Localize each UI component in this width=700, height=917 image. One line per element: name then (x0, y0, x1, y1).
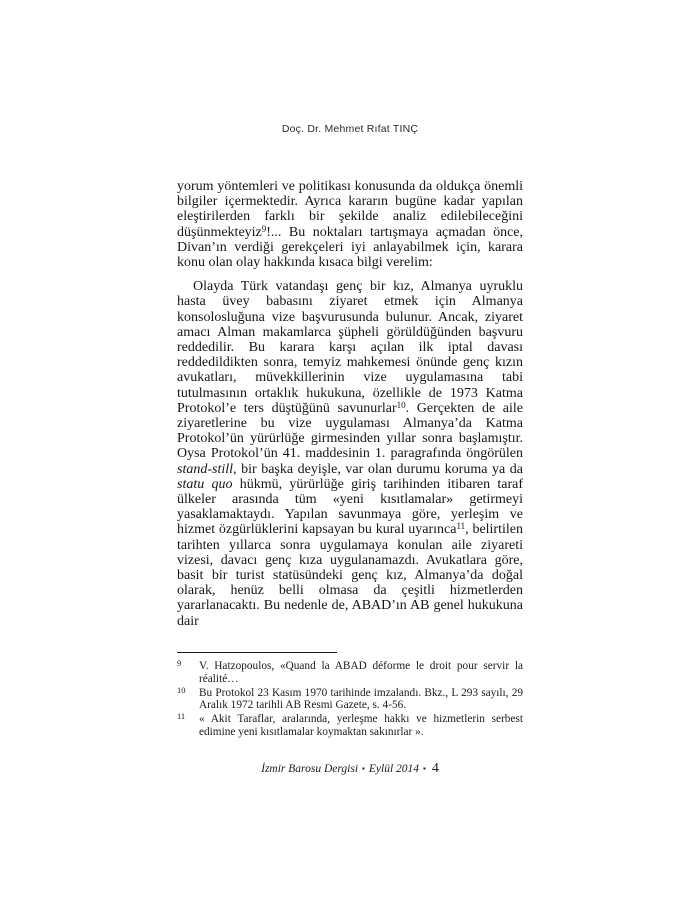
paragraph: Olayda Türk vatandaşı genç bir kız, Almanya uyruklu hasta üvey babasını ziyaret etmek için Almanya konsolosluğuna vize başvurusunda bulunur. Ancak, ziyaret amacı Alman makamlarca şüpheli görüldüğünden başvuru reddedilir. Bu karara karşı açılan ilk iptal davası reddedildikten sonra, temyiz mahkemesi önünde genç kızın avukatları, müvekkillerinin vize uygulamasına tabi tutulmasının ortaklık hukukuna, özellikle de 1973 Katma Protokol’e ters düştüğünü savunurlar$^{10}$. Gerçekten de aile ziyaretlerine bu vize uygulaması Almanya’da Katma Protokol’ün yürürlüğe girmesinden yıllar sonra başlamıştır. Oysa Protokol’ün 41. maddesinin 1. paragrafında öngörülen stand-still, bir başka deyişle, var olan durumu koruma ya da statu quo hükmü, yürürlüğe giriş tarihinden itibaren taraf ülkeler arasında tüm «yeni kısıtlamalar» getirmeyi yasaklamaktaydı. Yapılan savunmaya göre, yerleşim ve hizmet özgürlüklerini kapsayan bu kural uyarınca$^{11}$, belirtilen tarihten yıllarca sonra uygulamaya konulan aile ziyareti vizesi, davacı genç kıza uygulanamazdı. Avukatlara göre, basit bir turist statüsündeki genç kız, Almanya’da doğal olarak, henüz belli olmasa da çeşitli hizmetlerden yararlanacaktı. Bu nedenle de, ABAD’ın AB genel hukukuna dair (177, 279, 523, 629)
footnote (177, 684, 523, 713)
footnote-text: V. Hatzopoulos, «Quand la ABAD déforme le droit pour servir la réalité… (199, 660, 523, 685)
paragraph: yorum yöntemleri ve politikası konusunda da oldukça önemli bilgiler içermektedir. Ayrıca kararın bugüne kadar yapılan eleştirilerden farklı bir şekilde analiz edilebileceğini düşünmekteyiz$^9$!... Bu noktaları tartışmaya açmadan önce, Divan’ın verdiği gerekçeleri iyi anlayabilmek için, karara konu olan olay hakkında kısaca bilgi verelim: (177, 179, 523, 271)
page-number: 4 (431, 761, 439, 776)
footnote-text: Bu Protokol 23 Kasım 1970 tarihinde imzalandı. Bkz., L 293 sayılı, 29 Aralık 1972 tarihli AB Resmi Gazete, s. 4-56. (199, 686, 523, 712)
footnote-separator-line (177, 652, 337, 653)
footnote-number: 11 (177, 711, 186, 722)
footnote-reference: 11 (456, 521, 466, 532)
running-header-author: Doç. Dr. Mehmet Rıfat TINÇ (281, 123, 419, 135)
footer-bullet-icon: ▪ (423, 764, 426, 773)
issue-date: Eylül 2014 (368, 763, 420, 775)
footnote-number: 10 (177, 684, 186, 695)
page-footer (0, 761, 700, 777)
italic-term: statu quo (177, 476, 233, 492)
body-text (177, 179, 523, 629)
footnote (177, 660, 523, 686)
footnote (177, 713, 523, 739)
footnote-number: 9 (177, 658, 182, 668)
footnote-reference: 10 (396, 399, 406, 410)
footer-bullet-icon: ▪ (362, 764, 365, 773)
footnote-text: « Akit Taraflar, aralarında, yerleşme hakkı ve hizmetlerin serbest edimine yeni kısıtlamalar koymaktan sakınırlar ». (199, 713, 523, 738)
italic-term: stand-still (177, 461, 234, 477)
footnote-area (177, 652, 523, 740)
journal-title: İzmir Barosu Dergisi (261, 763, 359, 775)
footnote-reference: 9 (261, 223, 267, 234)
